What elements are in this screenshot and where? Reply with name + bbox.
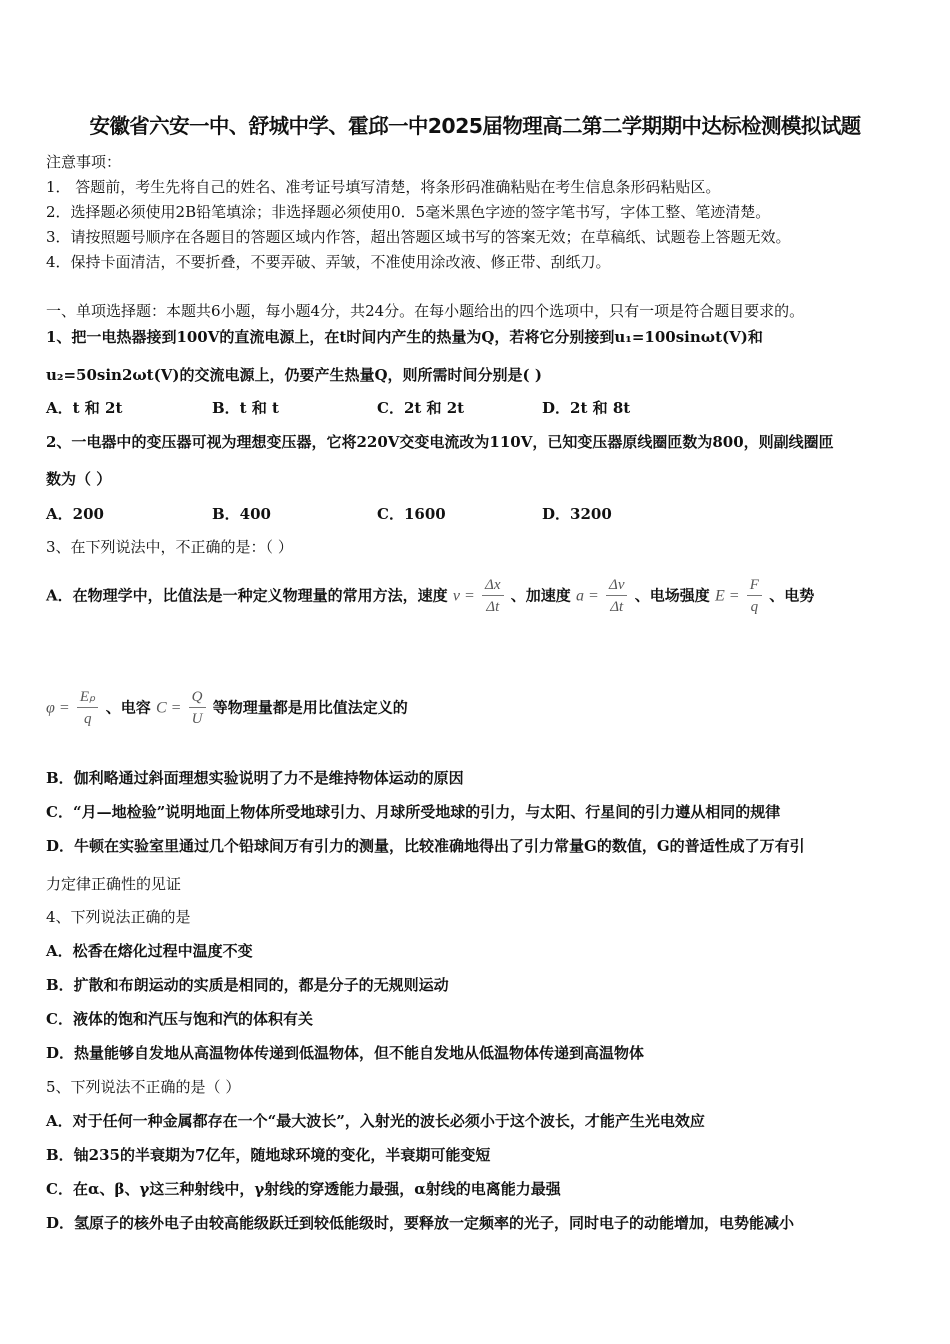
q3-option-c: C．“月—地检验”说明地面上物体所受地球引力、月球所受地球的引力，与太阳、行星间的引力遵从相同的规律 [46,803,781,821]
q3-a-text-2: 、加速度 [510,586,571,605]
q5-option-c: C．在α、β、γ这三种射线中，γ射线的穿透能力最强，α射线的电离能力最强 [46,1180,561,1198]
notice-heading: 注意事项： [46,153,122,171]
q4-stem: 4、下列说法正确的是 [46,908,191,926]
q1-option-b: B．t 和 t [212,399,279,417]
formula-v-den: Δt [486,599,500,615]
formula-field-strength [747,575,762,618]
q2-option-a: A．200 [46,505,104,523]
formula-potential [77,687,99,730]
q5-stem: 5、下列说法不正确的是（ ） [46,1078,241,1096]
q1-option-d: D．2t 和 8t [542,399,631,417]
formula-phi-lhs: φ = [46,699,70,717]
q3-option-d-line1: D．牛顿在实验室里通过几个铅球间万有引力的测量，比较准确地得出了引力常量G的数值，G的普适性成了万有引 [46,837,805,855]
formula-c-lhs: C = [155,699,182,717]
section-heading: 一、单项选择题：本题共6小题，每小题4分，共24分。在每小题给出的四个选项中，只有一项是符合题目要求的。 [46,302,805,320]
q2-option-c: C．1600 [377,505,446,523]
notice-item-1: 1． 答题前，考生先将自己的姓名、准考证号填写清楚，将条形码准确粘贴在考生信息条形码粘贴区。 [46,178,721,196]
formula-e-lhs: E = [714,587,740,605]
q2-option-d: D．3200 [542,505,612,523]
q4-option-d: D．热量能够自发地从高温物体传递到低温物体，但不能自发地从低温物体传递到高温物体 [46,1044,645,1062]
q5-option-d: D．氢原子的核外电子由较高能级跃迁到较低能级时，要释放一定频率的光子，同时电子的动能增加，电势能减小 [46,1214,795,1232]
q3-a-text-3: 、电场强度 [634,586,710,605]
formula-acceleration [606,575,627,618]
formula-a-lhs: a = [575,587,599,605]
q4-option-b: B．扩散和布朗运动的实质是相同的，都是分子的无规则运动 [46,976,449,994]
q3-stem: 3、在下列说法中，不正确的是：（ ） [46,538,293,556]
notice-item-4: 4．保持卡面清洁，不要折叠，不要弄破、弄皱，不准使用涂改液、修正带、刮纸刀。 [46,253,611,271]
q4-option-a: A．松香在熔化过程中温度不变 [46,942,253,960]
q3-a-text-1: A．在物理学中，比值法是一种定义物理量的常用方法，速度 [46,586,448,605]
q2-stem-line1: 2、一电器中的变压器可视为理想变压器，它将220V交变电流改为110V，已知变压器原线圈匝数为800，则副线圈匝 [46,433,834,451]
q1-stem-line1: 1、把一电热器接到100V的直流电源上，在t时间内产生的热量为Q，若将它分别接到u₁=100sinωt(V)和 [46,328,763,346]
q5-option-b: B．铀235的半衰期为7亿年，随地球环境的变化，半衰期可能变短 [46,1146,491,1164]
q3-option-d-line2: 力定律正确性的见证 [46,875,182,893]
formula-phi-num: Eₚ [77,687,99,708]
q1-option-c: C．2t 和 2t [377,399,465,417]
q2-stem-line2: 数为（ ） [46,470,112,488]
formula-e-num: F [747,575,762,596]
formula-c-den: U [191,711,203,727]
formula-a-num: Δv [606,575,627,596]
notice-item-2: 2．选择题必须使用2B铅笔填涂；非选择题必须使用0．5毫米黑色字迹的签字笔书写，字体工整、笔迹清楚。 [46,203,771,221]
page-title: 安徽省六安一中、舒城中学、霍邱一中2025届物理高二第二学期期中达标检测模拟试题 [89,114,861,138]
q3-option-a-line2 [46,687,408,730]
formula-e-den: q [750,599,759,615]
q1-stem-line2: u₂=50sin2ωt(V)的交流电源上，仍要产生热量Q，则所需时间分别是( ) [46,366,542,384]
q2-option-b: B．400 [212,505,271,523]
formula-capacitance [189,687,206,730]
q3-a-text-5: 、电容 [105,698,151,717]
q4-option-c: C．液体的饱和汽压与饱和汽的体积有关 [46,1010,313,1028]
formula-phi-den: q [83,711,92,727]
q3-option-a-line1 [46,575,814,618]
q3-a-text-4: 、电势 [769,586,815,605]
formula-v-lhs: v = [452,587,475,605]
notice-item-3: 3．请按照题号顺序在各题目的答题区域内作答，超出答题区域书写的答案无效；在草稿纸、试题卷上答题无效。 [46,228,791,246]
formula-c-num: Q [189,687,206,708]
formula-velocity [482,575,503,618]
formula-a-den: Δt [610,599,624,615]
q5-option-a: A．对于任何一种金属都存在一个“最大波长”，入射光的波长必须小于这个波长，才能产生光电效应 [46,1112,705,1130]
q1-option-a: A．t 和 2t [46,399,123,417]
q3-option-b: B．伽利略通过斜面理想实验说明了力不是维持物体运动的原因 [46,769,464,787]
q3-a-text-6: 等物理量都是用比值法定义的 [212,698,408,717]
formula-v-num: Δx [482,575,503,596]
